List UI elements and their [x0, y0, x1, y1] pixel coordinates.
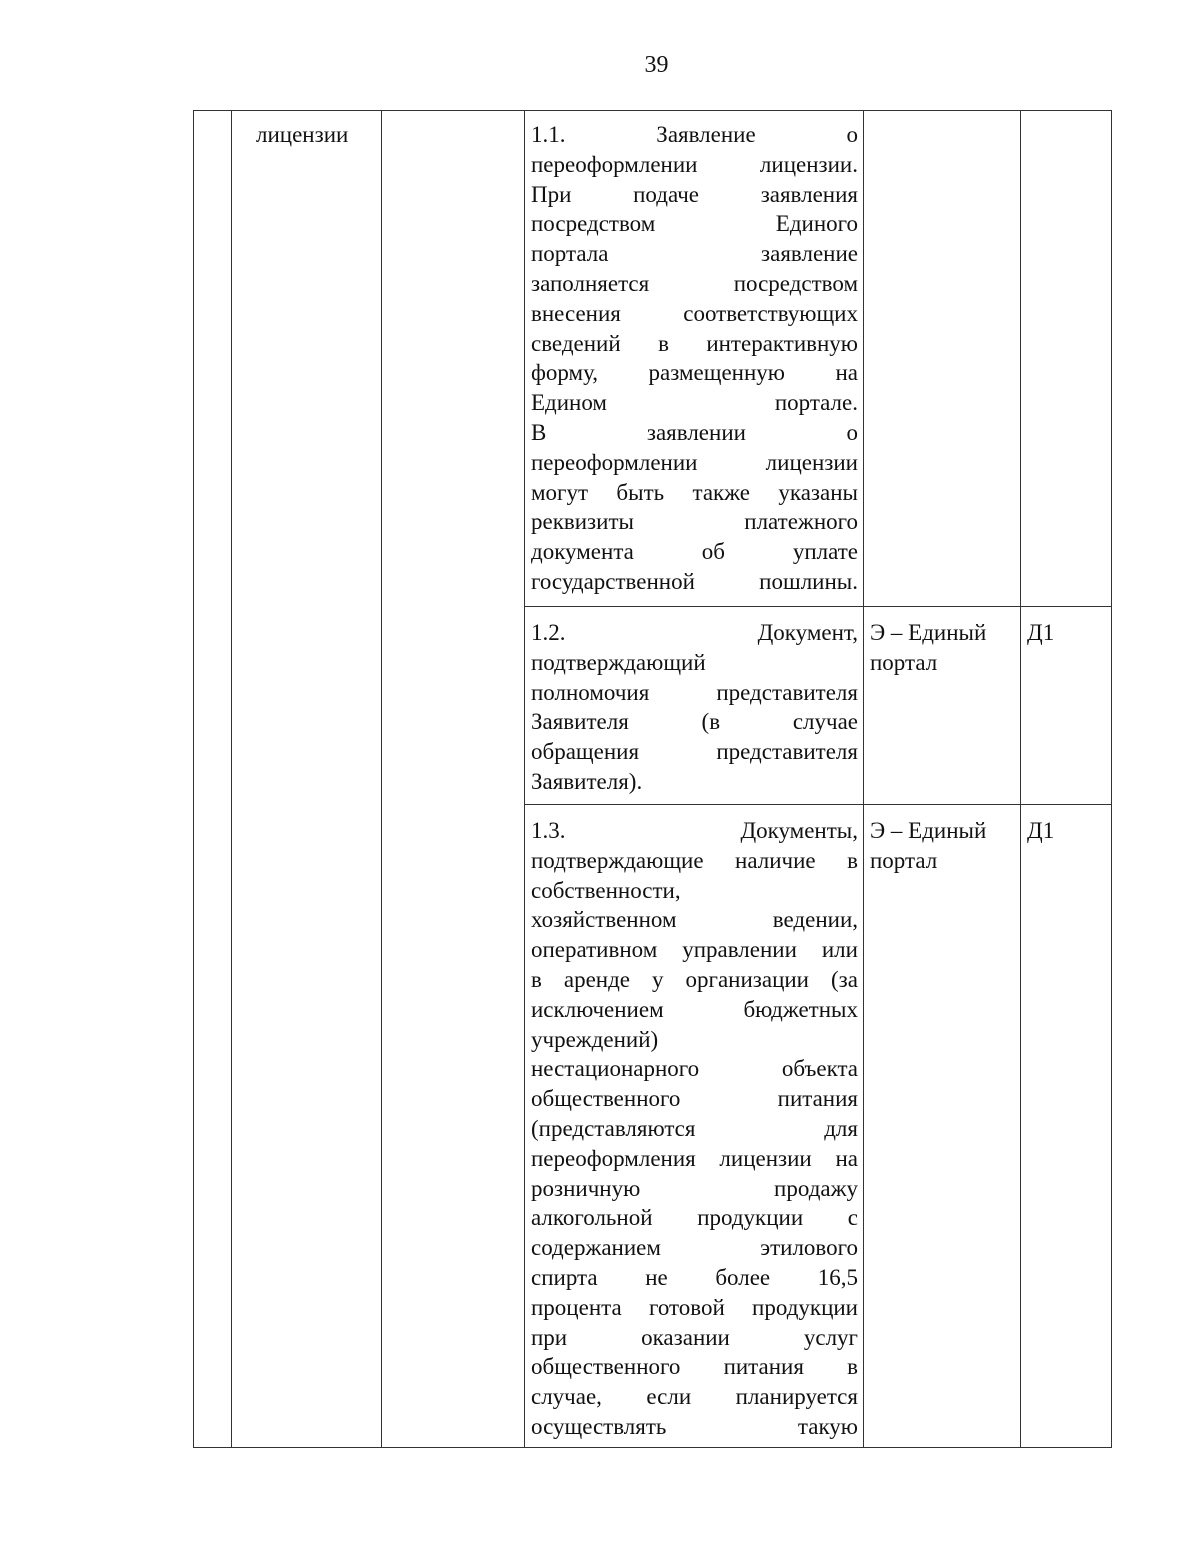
word: Заявление — [656, 122, 756, 147]
word: планируется — [735, 1384, 858, 1410]
row-2-document-cell — [531, 618, 858, 797]
document-text-line — [531, 299, 858, 329]
word: обращения — [531, 739, 640, 765]
word: общественного — [531, 1354, 681, 1380]
word: для — [824, 1115, 858, 1141]
word: внесения — [531, 300, 621, 326]
word: осуществлять — [531, 1413, 667, 1439]
row-2-code-cell: Д1 — [1027, 620, 1055, 645]
word: услуг — [803, 1324, 858, 1350]
word: подтверждающие — [531, 847, 704, 873]
document-text-line — [531, 448, 858, 478]
word: также — [692, 479, 751, 505]
document-text-line — [531, 388, 858, 418]
document-text-line — [531, 507, 858, 537]
document-text-line — [531, 905, 858, 935]
word: 1.1. — [531, 122, 566, 147]
word: посредством — [531, 211, 656, 237]
word: полномочия — [531, 679, 650, 705]
word: представителя — [716, 739, 858, 765]
word: не — [645, 1264, 668, 1290]
word: Единого — [775, 211, 858, 237]
cell-license-label: лицензии — [256, 122, 349, 147]
document-text-line — [531, 648, 858, 678]
word: о — [846, 419, 858, 445]
word: сведений — [531, 330, 621, 356]
word: случае — [792, 709, 858, 735]
row-3-channel-line-2: портал — [870, 847, 938, 873]
word: процента — [531, 1294, 622, 1320]
word: (в — [701, 709, 721, 735]
document-text-line — [531, 737, 858, 767]
document-text-line — [531, 816, 858, 846]
row-2-channel-line-2: портал — [870, 649, 938, 675]
word: 1.2. — [531, 620, 566, 645]
document-text-line — [531, 269, 858, 299]
word: продажу — [774, 1175, 858, 1201]
word: наличие — [735, 847, 816, 873]
word: питания — [777, 1086, 858, 1112]
page-number: 39 — [644, 52, 669, 78]
word: заявлении — [646, 419, 746, 445]
word: портала — [531, 241, 609, 267]
document-text-line — [531, 150, 858, 180]
word: подтверждающий — [531, 649, 706, 675]
document-text-line — [531, 767, 858, 797]
word: подаче — [633, 181, 700, 207]
table-border-bottom — [193, 1447, 1112, 1448]
document-text-line — [531, 1382, 858, 1412]
word: ведении, — [772, 907, 858, 933]
word: такую — [797, 1413, 858, 1439]
document-text-line — [531, 209, 858, 239]
word: о — [846, 122, 858, 147]
row-3-document-cell — [531, 816, 858, 1442]
word: оперативном — [531, 937, 658, 963]
word: бюджетных — [743, 996, 858, 1022]
word: объекта — [781, 1056, 858, 1082]
word: общественного — [531, 1086, 681, 1112]
table-border-right — [1111, 110, 1112, 1448]
document-text-line — [531, 120, 858, 150]
word: в — [531, 966, 542, 992]
word: готовой — [648, 1294, 725, 1320]
word: организации — [685, 966, 809, 992]
word: в — [658, 330, 669, 356]
word: или — [821, 937, 858, 963]
document-text-line — [531, 935, 858, 965]
word: спирта — [531, 1264, 598, 1290]
document-text-line — [531, 995, 858, 1025]
word: заполняется — [531, 270, 650, 296]
document-text-line — [531, 965, 858, 995]
word: хозяйственном — [531, 907, 677, 933]
column-divider-4 — [863, 110, 864, 1448]
table-border-top — [193, 110, 1112, 111]
word: на — [835, 360, 858, 386]
word: более — [715, 1264, 771, 1290]
word: собственности, — [531, 877, 681, 903]
document-text-line — [531, 846, 858, 876]
word: этилового — [760, 1235, 858, 1261]
document-text-line — [531, 478, 858, 508]
word: оказании — [641, 1324, 730, 1350]
word: При — [531, 181, 572, 207]
column-divider-3 — [524, 110, 525, 1448]
column-divider-2 — [381, 110, 382, 1448]
word: государственной пошлины. — [531, 568, 858, 594]
word: учреждений) — [531, 1026, 659, 1052]
row-divider-2 — [524, 804, 1112, 805]
document-text-line — [531, 1293, 858, 1323]
document-text-line — [531, 567, 858, 597]
word: интерактивную — [706, 330, 858, 356]
row-2-channel-cell — [870, 618, 986, 678]
document-text-line — [531, 329, 858, 359]
document-text-line — [531, 1084, 858, 1114]
word: форму, — [531, 360, 599, 386]
row-3-channel-cell — [870, 816, 986, 876]
word: заявления — [760, 181, 858, 207]
word: питания — [723, 1354, 804, 1380]
word: лицензии. — [759, 151, 858, 177]
word: Документ, — [757, 620, 858, 645]
word: об — [701, 539, 725, 565]
document-text-line — [531, 1233, 858, 1263]
document-text-line — [531, 1203, 858, 1233]
document-text-line — [531, 1412, 858, 1442]
word: В — [531, 419, 547, 445]
document-text-line — [531, 1144, 858, 1174]
word: управлении — [682, 937, 797, 963]
word: продукции — [752, 1294, 858, 1320]
document-text-line — [531, 678, 858, 708]
word: Едином портале. — [531, 390, 858, 416]
word: (за — [831, 966, 858, 992]
word: указаны — [778, 479, 858, 505]
word: документа — [531, 539, 634, 565]
word: 1.3. — [531, 818, 566, 843]
word: представителя — [716, 679, 858, 705]
word: исключением — [531, 996, 664, 1022]
document-text-line — [531, 707, 858, 737]
word: в — [847, 1354, 858, 1380]
document-text-line — [531, 618, 858, 648]
word: размещенную — [648, 360, 785, 386]
word: на — [835, 1145, 858, 1171]
word: Документы, — [740, 818, 858, 843]
word: переоформлении — [531, 449, 698, 475]
word: у — [652, 966, 664, 992]
word: продукции — [697, 1205, 804, 1231]
document-text-line — [531, 239, 858, 269]
word: могут — [531, 479, 589, 505]
row-divider-1 — [524, 606, 1112, 607]
document-text-line — [531, 1114, 858, 1144]
document-text-line — [531, 418, 858, 448]
word: если — [646, 1384, 692, 1410]
document-text-line — [531, 1263, 858, 1293]
word: переоформления — [531, 1145, 696, 1171]
document-text-line — [531, 1323, 858, 1353]
word: нестационарного — [531, 1056, 700, 1082]
word: алкогольной — [531, 1205, 653, 1231]
word: (представляются — [531, 1115, 696, 1141]
word: реквизиты — [531, 509, 634, 535]
word: Заявителя). — [531, 768, 643, 794]
word: в — [847, 847, 858, 873]
document-text-line — [531, 1174, 858, 1204]
document-text-line — [531, 1054, 858, 1084]
word: соответствующих — [683, 300, 858, 326]
word: лицензии — [719, 1145, 812, 1171]
word: платежного — [744, 509, 858, 535]
word: с — [847, 1205, 858, 1231]
document-text-line — [531, 358, 858, 388]
row-3-code-cell: Д1 — [1027, 818, 1055, 843]
word: посредством — [733, 270, 858, 296]
row-2-channel-line-1: Э – Единый — [870, 620, 987, 645]
column-divider-1 — [231, 110, 232, 1448]
document-text-line — [531, 537, 858, 567]
word: уплате — [792, 539, 858, 565]
word: заявление — [761, 241, 858, 267]
word: розничную — [531, 1175, 641, 1201]
word: лицензии — [765, 449, 858, 475]
row-3-channel-line-1: Э – Единый — [870, 818, 987, 843]
word: аренде — [563, 966, 631, 992]
document-text-line — [531, 876, 858, 906]
column-divider-5 — [1020, 110, 1021, 1448]
row-1-document-cell — [531, 120, 858, 597]
word: быть — [616, 479, 665, 505]
word: Заявителя — [531, 709, 629, 735]
word: случае, — [531, 1384, 602, 1410]
table-border-left — [193, 110, 194, 1448]
document-text-line — [531, 1025, 858, 1055]
word: 16,5 — [817, 1264, 858, 1290]
document-text-line — [531, 180, 858, 210]
word: при — [531, 1324, 568, 1350]
word: переоформлении — [531, 151, 698, 177]
word: содержанием — [531, 1235, 661, 1261]
document-text-line — [531, 1352, 858, 1382]
